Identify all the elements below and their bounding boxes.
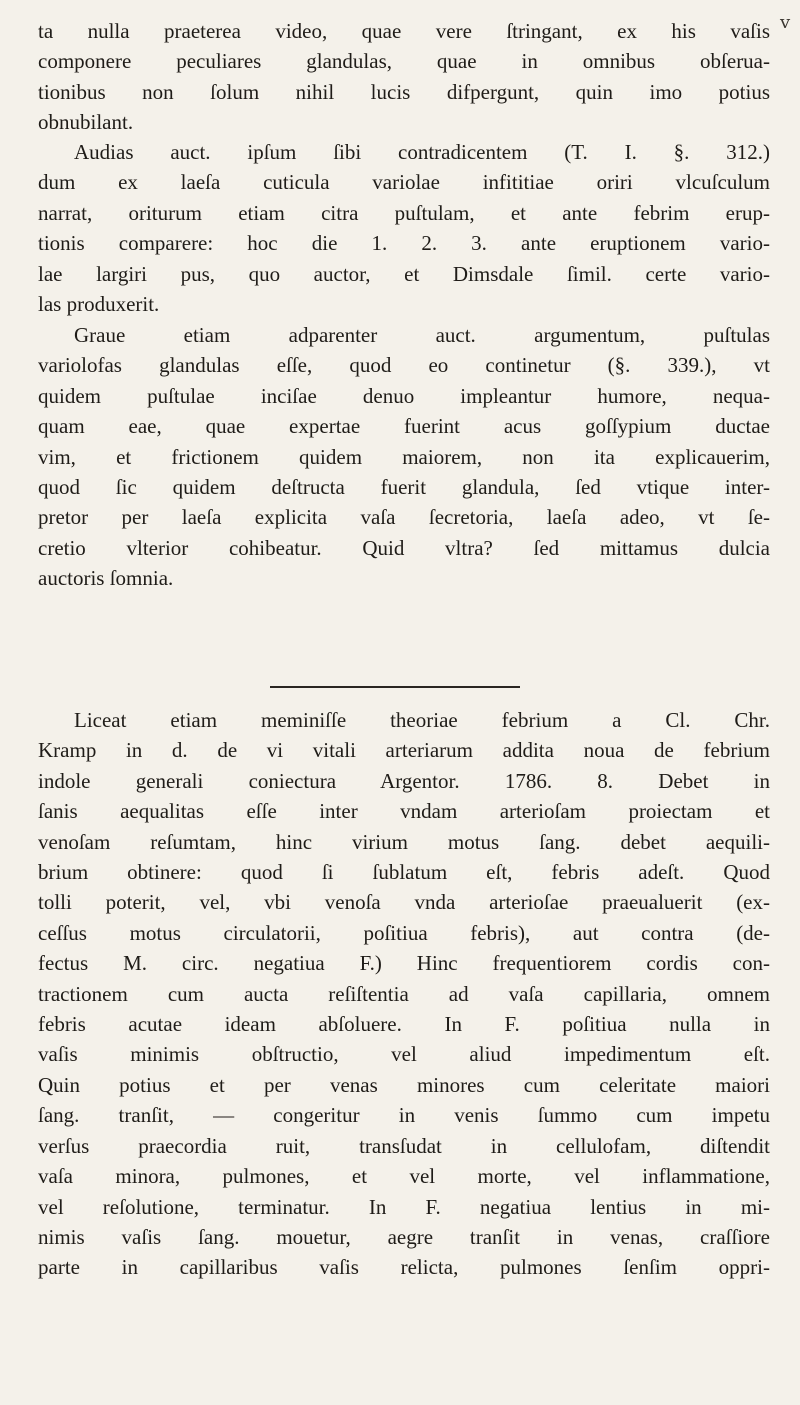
text-line: tionis comparere: hoc die 1. 2. 3. ante eruptionem vario- — [38, 231, 770, 256]
text-line: indole generali coniectura Argentor. 1786. 8. Debet in — [38, 768, 770, 793]
text-line: pretor per laeſa explicita vaſa ſecretoria, laeſa adeo, vt ſe- — [38, 505, 770, 530]
text-line: venoſam reſumtam, hinc virium motus ſang. debet aequili- — [38, 829, 770, 854]
text-line: ta nulla praeterea video, quae vere ſtringant, ex his vaſis — [38, 19, 770, 43]
text-line: obnubilant. — [38, 110, 134, 135]
text-line: verſus praecordia ruit, transſudat in cellulofam, diſtendit — [38, 1133, 770, 1158]
text-line: quidem puſtulae inciſae denuo impleantur humore, nequa- — [38, 383, 770, 408]
text-line: tionibus non ſolum nihil lucis difpergunt, quin imo potius — [38, 79, 770, 104]
text-line: nimis vaſis ſang. mouetur, aegre tranſit in venas, craſſiore — [38, 1224, 770, 1249]
text-line: dum ex laeſa cuticula variolae infititiae oriri vlcuſculum — [38, 170, 770, 195]
text-line: febris acutae ideam abſoluere. In F. poſitiua nulla in — [38, 1012, 770, 1037]
text-line: auctoris ſomnia. — [38, 566, 174, 591]
text-line: tractionem cum aucta reſiſtentia ad vaſa capillaria, omnem — [38, 981, 770, 1006]
text-line: narrat, oriturum etiam citra puſtulam, et ante febrim erup- — [38, 200, 770, 225]
paragraph-1 — [38, 16, 770, 138]
text-line: quam eae, quae expertae fuerint acus goſſypium ductae — [38, 414, 770, 439]
text-line: Audias auct. ipſum ſibi contradicentem (T. I. §. 312.) — [74, 140, 770, 164]
text-line: parte in capillaribus vaſis relicta, pulmones ſenſim oppri- — [38, 1255, 770, 1280]
text-line: lae largiri pus, quo auctor, et Dimsdale ſimil. certe vario- — [38, 261, 770, 286]
text-line: Kramp in d. de vi vitali arteriarum addita noua de febrium — [38, 738, 770, 763]
text-line: vaſa minora, pulmones, et vel morte, vel inflammatione, — [38, 1164, 770, 1189]
text-line: cretio vlterior cohibeatur. Quid vltra? ſed mittamus dulcia — [38, 535, 770, 560]
text-line: Quin potius et per venas minores cum celeritate maiori — [38, 1072, 770, 1097]
text-line: ſang. tranſit, — congeritur in venis ſummo cum impetu — [38, 1103, 770, 1128]
text-line: Graue etiam adparenter auct. argumentum, puſtulas — [74, 323, 770, 347]
signature-mark: v — [780, 12, 791, 33]
text-line: ceſſus motus circulatorii, poſitiua febris), aut contra (de- — [38, 920, 770, 945]
text-line: vel reſolutione, terminatur. In F. negatiua lentius in mi- — [38, 1194, 770, 1219]
paragraph-2 — [38, 137, 770, 319]
text-line: tolli poterit, vel, vbi venoſa vnda arterioſae praeualuerit (ex- — [38, 890, 770, 915]
paragraph-4 — [38, 705, 770, 1283]
text-line: componere peculiares glandulas, quae in omnibus obſerua- — [38, 49, 770, 74]
text-line: vaſis minimis obſtructio, vel aliud impedimentum eſt. — [38, 1042, 770, 1067]
text-line: quod ſic quidem deſtructa fuerit glandula, ſed vtique inter- — [38, 475, 770, 500]
paragraph-3 — [38, 320, 770, 594]
section-divider — [270, 686, 520, 688]
text-line: las produxerit. — [38, 292, 160, 317]
text-line: fectus M. circ. negatiua F.) Hinc frequentiorem cordis con- — [38, 951, 770, 976]
text-line: Liceat etiam meminiſſe theoriae febrium a Cl. Chr. — [74, 708, 770, 732]
text-line: vim, et frictionem quidem maiorem, non ita explicauerim, — [38, 444, 770, 469]
text-line: brium obtinere: quod ſi ſublatum eſt, febris adeſt. Quod — [38, 860, 770, 885]
text-line: ſanis aequalitas eſſe inter vndam arterioſam proiectam et — [38, 799, 770, 824]
text-line: variolofas glandulas eſſe, quod eo continetur (§. 339.), vt — [38, 353, 770, 378]
